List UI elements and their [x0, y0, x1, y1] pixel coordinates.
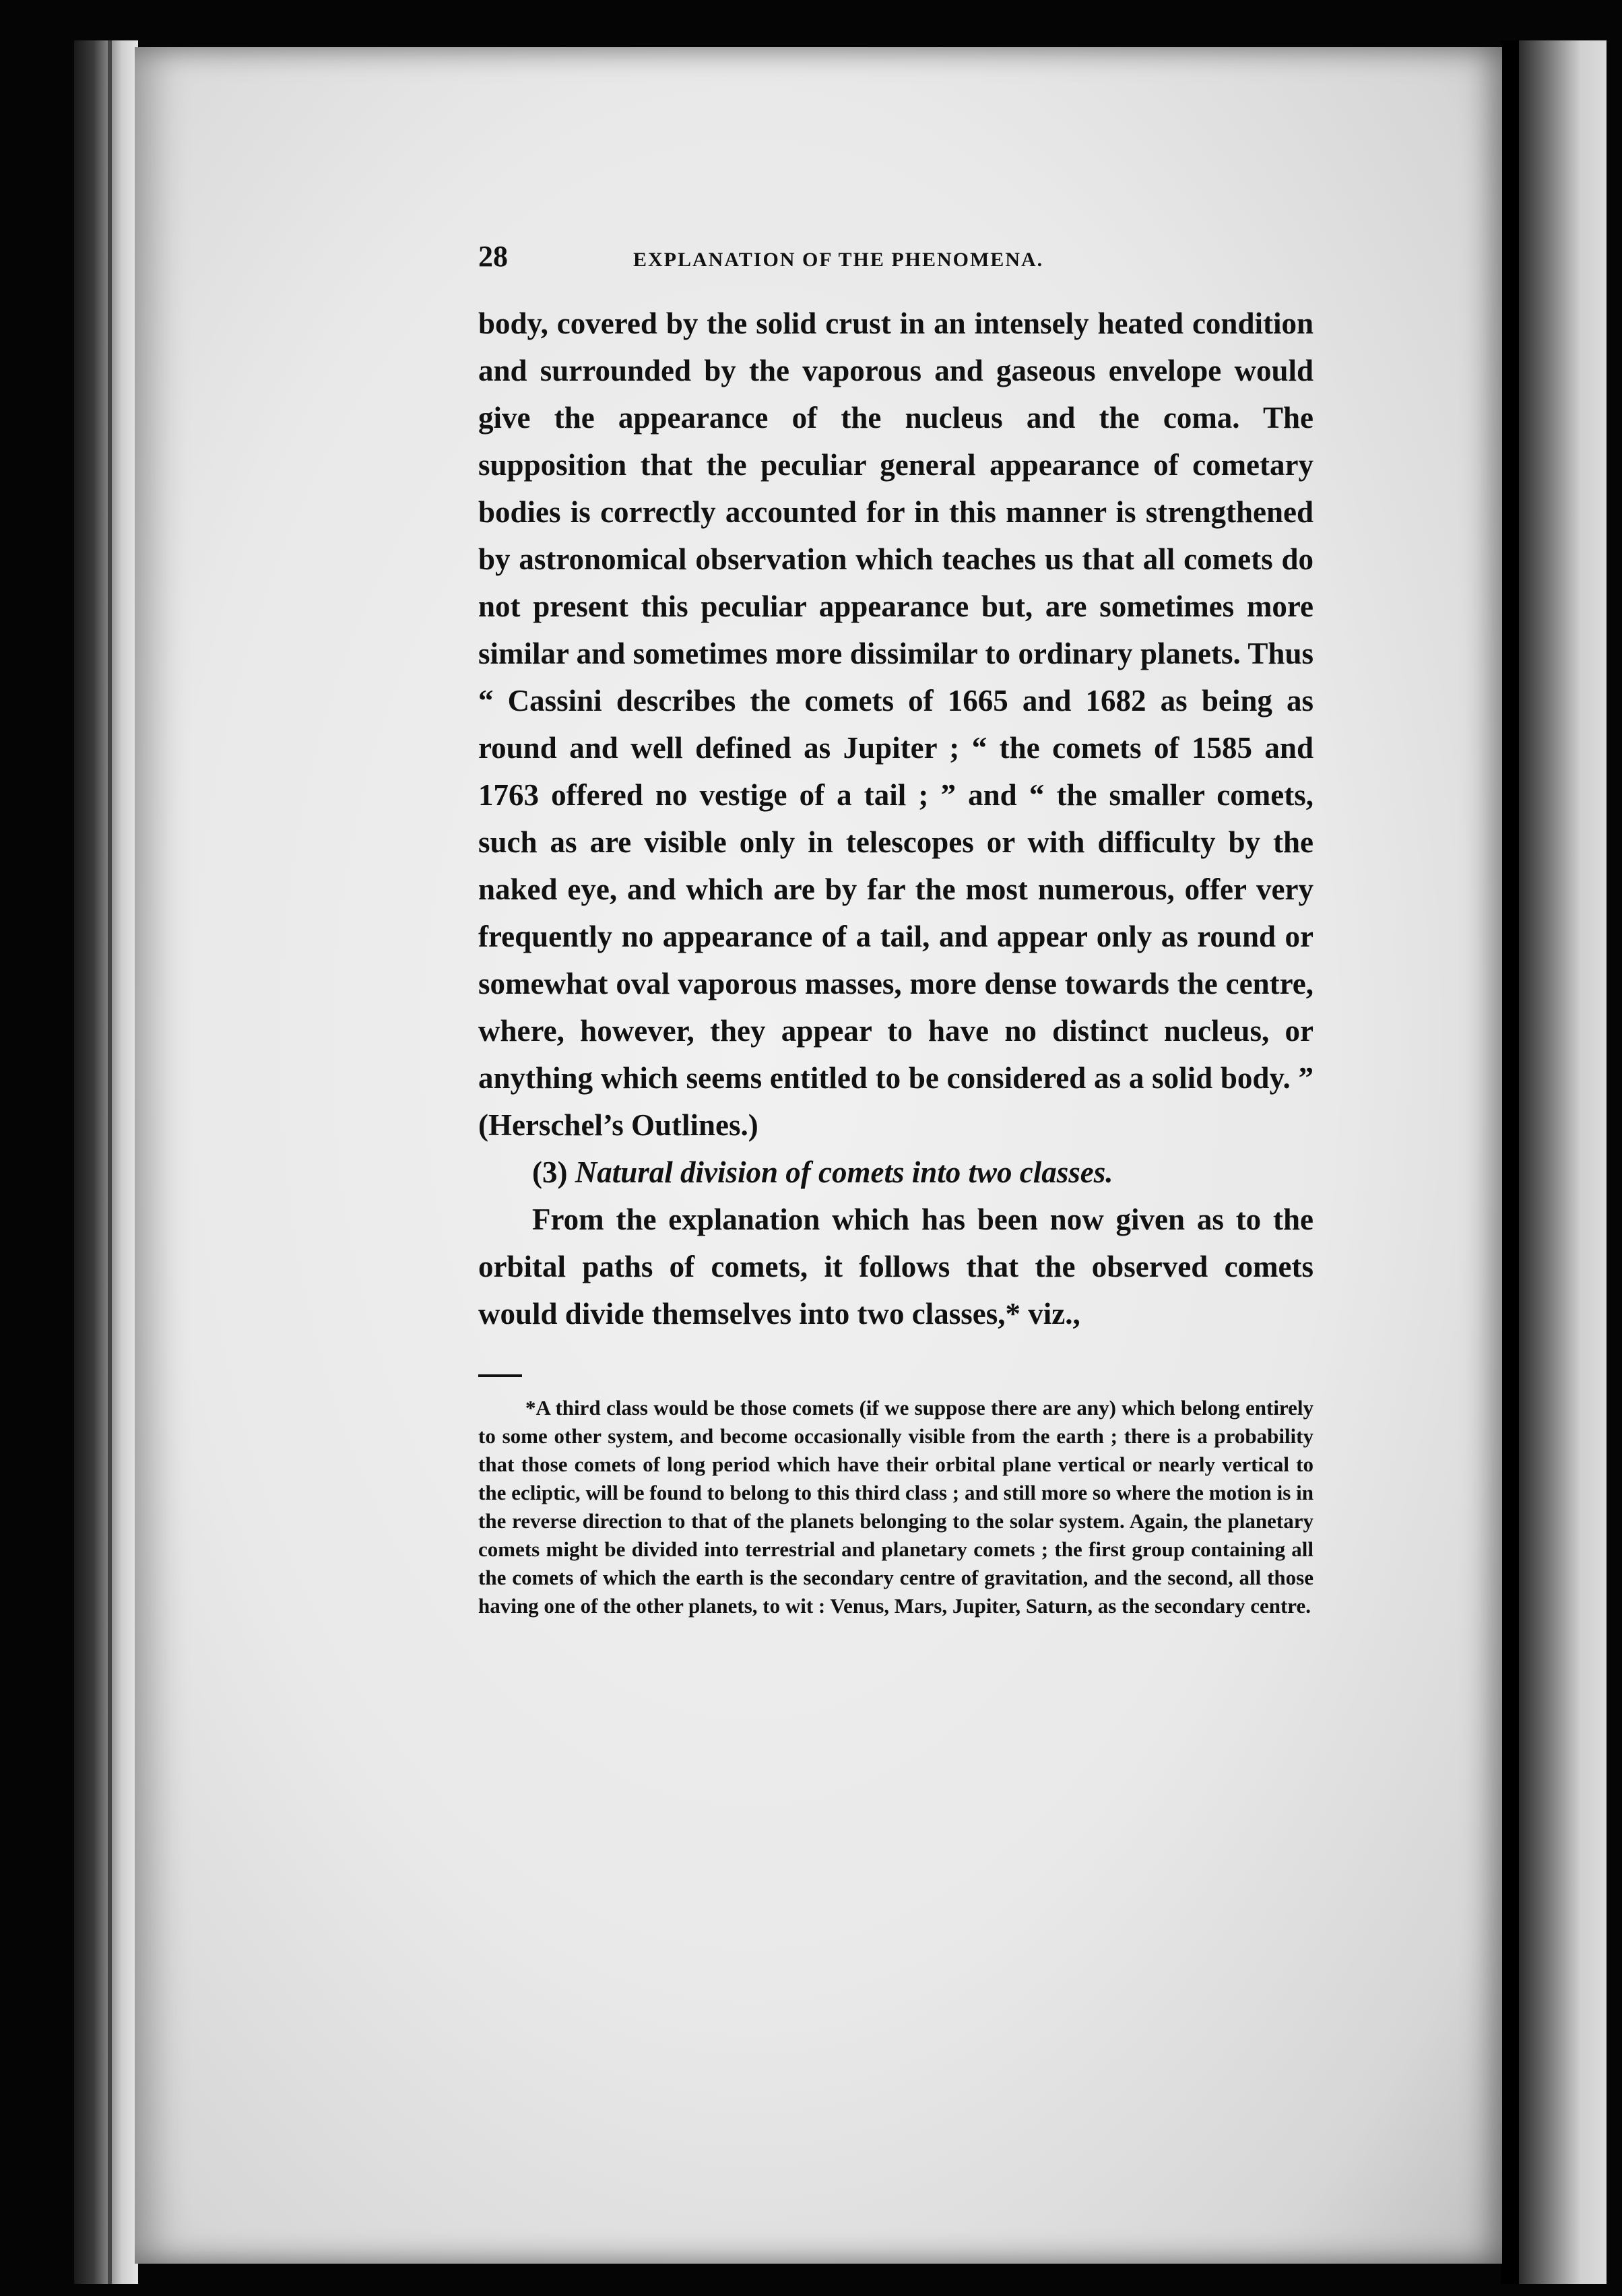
page-number: 28 — [478, 240, 508, 273]
body-paragraph-1: body, covered by the solid crust in an intensely heated condition and surrounded by the vaporous and gaseous envelope would give the appearance of the nucleus and the coma. The supposition that the peculiar general appearance of cometary bodies is correctly accounted for in this manner is strengthened by astronomical observation which teaches us that all comets do not present this peculiar appearance but, are sometimes more similar and sometimes more dissimilar to ordinary planets. Thus “ Cassini describes the comets of 1665 and 1682 as being as round and well defined as Jupiter ; “ the comets of 1585 and 1763 offered no vestige of a tail ; ” and “ the smaller comets, such as are visible only in telescopes or with difficulty by the naked eye, and which are by far the most numerous, offer very frequently no appearance of a tail, and appear only as round or somewhat oval vaporous masses, more dense towards the centre, where, however, they appear to have no distinct nucleus, or anything which seems entitled to be considered as a solid body. ” (Herschel’s Outlines.) — [478, 307, 1313, 1142]
footnote-rule — [478, 1374, 522, 1377]
section-heading — [478, 1149, 1313, 1196]
page-gutter — [1501, 40, 1521, 2284]
running-title: EXPLANATION OF THE PHENOMENA. — [633, 249, 1044, 271]
left-binding-edge — [74, 40, 138, 2284]
page-content — [478, 239, 1313, 1620]
body-paragraph-2: From the explanation which has been now given as to the orbital paths of comets, it follows that the observed comets would divide themselves into two classes,* viz., — [478, 1203, 1313, 1331]
section-number: (3) — [532, 1155, 568, 1189]
next-page-edge — [1519, 40, 1607, 2284]
left-binding-line — [108, 40, 112, 2284]
section-title: Natural division of comets into two classes. — [575, 1155, 1113, 1189]
running-header — [478, 239, 1313, 286]
footnote: *A third class would be those comets (if we suppose there are any) which belong entirely to some other system, and become occasionally visible from the earth ; there is a probability that those comets of long period which have their orbital plane vertical or nearly vertical to the ecliptic, will be found to belong to this third class ; and still more so where the motion is in the reverse direction to that of the planets belonging to the solar system. Again, the planetary comets might be divided into terrestrial and planetary comets ; the first group containing all the comets of which the earth is the secondary centre of gravitation, and the second, all those having one of the other planets, to wit : Venus, Mars, Jupiter, Saturn, as the secondary centre. — [478, 1396, 1313, 1618]
